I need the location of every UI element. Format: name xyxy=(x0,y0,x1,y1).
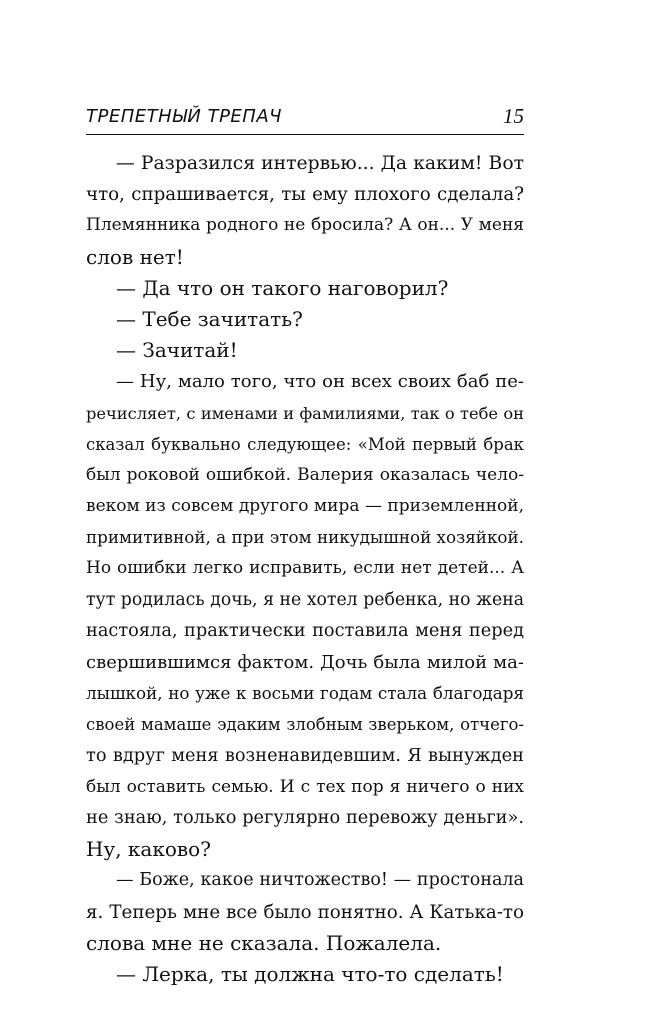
text-line: сказал буквально следующее: «Мой первый брак xyxy=(86,434,524,454)
text-line: Но ошибки легко исправить, если нет детей... А xyxy=(86,558,524,579)
text-line: — Лерка, ты должна что-то сделать! xyxy=(116,961,504,986)
text-line: Ну, каково? xyxy=(86,837,211,862)
text-line: — Да что он такого наговорил? xyxy=(116,275,449,300)
text-line: что, спрашивается, ты ему плохого сделала? xyxy=(86,184,524,206)
text-line: Племянника родного не бросила? А он... У меня xyxy=(86,215,524,236)
text-line: своей мамаше эдаким злобным зверьком, отчего- xyxy=(86,715,524,735)
text-line: — Ну, мало того, что он всех своих баб пе- xyxy=(116,371,524,393)
text-line: то вдруг меня возненавидевшим. Я вынужден xyxy=(86,745,524,766)
text-line: — Тебе зачитать? xyxy=(116,306,303,331)
text-line: лышкой, но уже к восьми годам стала благодаря xyxy=(86,683,524,704)
text-line: не знаю, только регулярно перевожу деньги». xyxy=(86,807,524,828)
text-line: свершившимся фактом. Дочь была милой ма- xyxy=(86,652,524,673)
text-line: настояла, практически поставила меня перед xyxy=(86,620,524,641)
text-line: был оставить семью. И с тех пор я ничего о них xyxy=(86,776,524,797)
text-line: слова мне не сказала. Пожалела. xyxy=(86,930,442,955)
text-line: слов нет! xyxy=(86,244,184,269)
text-line: примитивной, а при этом никудышной хозяйкой. xyxy=(86,527,524,548)
text-line: тут родилась дочь, я не хотел ребенка, но жена xyxy=(86,589,524,610)
text-line: веком из совсем другого мира — приземленной, xyxy=(86,496,524,517)
text-line: — Разразился интервью... Да каким! Вот xyxy=(116,153,524,174)
text-line: речисляет, с именами и фамилиями, так о тебе он xyxy=(86,403,524,423)
book-title: ТРЕПЕТНЫЙ ТРЕПАЧ xyxy=(86,106,282,127)
text-line: — Зачитай! xyxy=(116,338,238,363)
running-header xyxy=(86,104,524,135)
text-line: был роковой ошибкой. Валерия оказалась чело- xyxy=(86,464,524,485)
page-number: 15 xyxy=(503,104,524,128)
body-text xyxy=(86,148,524,990)
text-line: я. Теперь мне все было понятно. А Катька-то xyxy=(86,901,524,923)
text-line: — Боже, какое ничтожество! — простонала xyxy=(116,870,524,891)
